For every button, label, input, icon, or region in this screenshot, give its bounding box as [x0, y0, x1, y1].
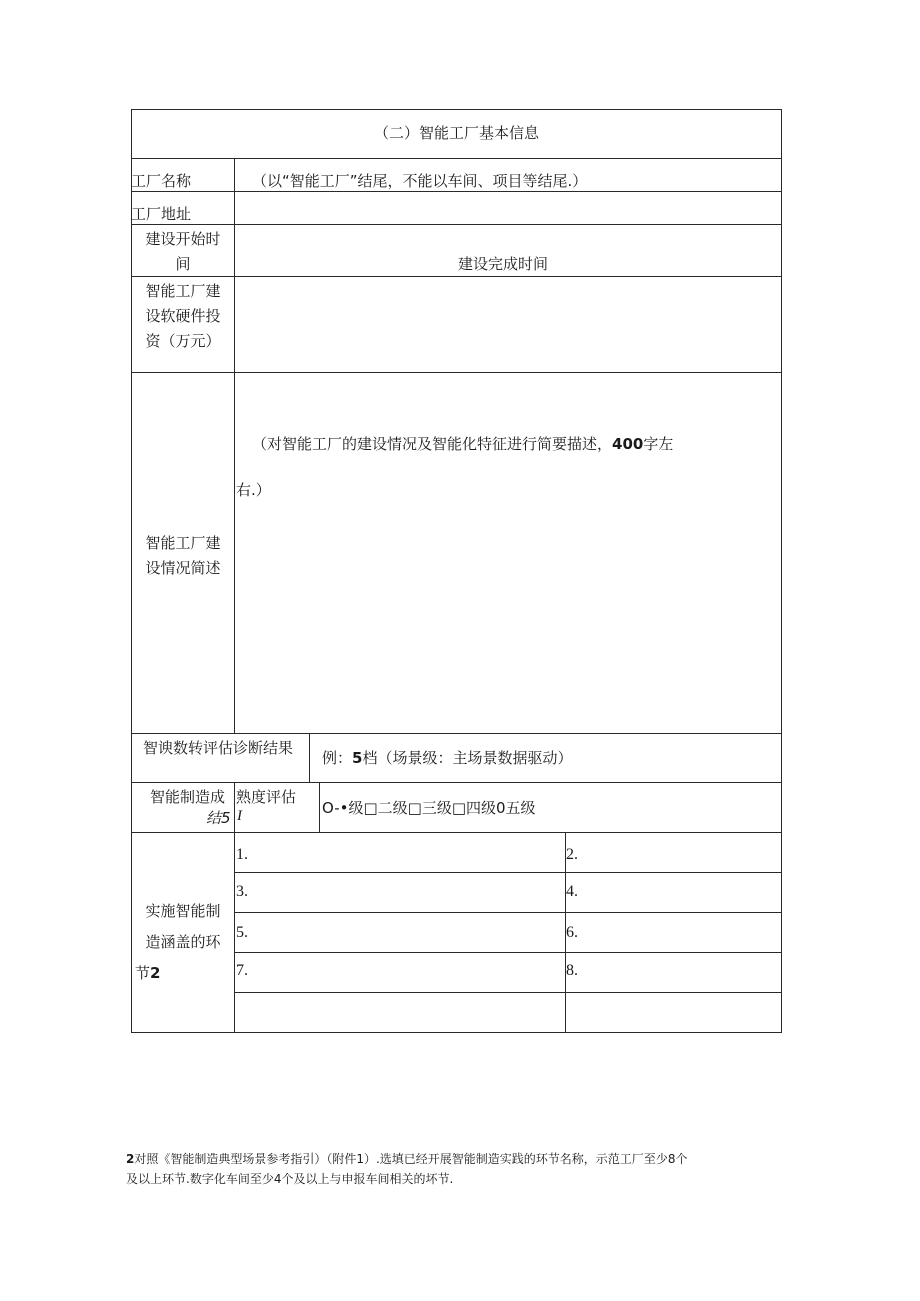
maturity-footnote-ref: 5 [221, 809, 231, 827]
maturity-label-line1: 智能制造成 [150, 788, 226, 806]
coverage-label-line1: 实施智能制 [145, 902, 221, 920]
description-hint-tail: 字左 [643, 435, 674, 453]
coverage-label [132, 896, 234, 989]
diagnosis-value[interactable] [322, 747, 572, 769]
footnote-line2: 及以上环节.数字化车间至少4个及以上与申报车间相关的坏节. [126, 1172, 454, 1186]
end-time-label: 建设完成时间 [458, 255, 549, 273]
table-bottom-border [131, 1032, 782, 1033]
start-time-label [132, 227, 234, 277]
maturity-divider [234, 782, 235, 833]
start-time-label-line2: 间 [175, 255, 191, 273]
coverage-item-6[interactable]: 6. [566, 924, 578, 941]
maturity-label-char: 结 [206, 809, 222, 827]
coverage-item-2[interactable]: 2. [566, 846, 578, 863]
table-right-border [781, 109, 782, 1033]
coverage-item-8[interactable]: 8. [566, 962, 578, 979]
diagnosis-label: 智谀数转评估诊断结果 [143, 739, 294, 757]
coverage-footnote-ref: 2 [150, 964, 161, 982]
row-divider [131, 733, 782, 734]
section-title: （二）智能工厂基本信息 [373, 124, 539, 142]
investment-label-line2: 设软硬件投 [145, 307, 221, 325]
coverage-item-3[interactable]: 3. [236, 883, 248, 900]
description-hint-line2: 右.） [236, 481, 271, 499]
diagnosis-detail: 档（场景级：主场景数据驱动） [362, 749, 573, 767]
footnote-line1 [126, 1148, 806, 1170]
footnote-number: 2 [126, 1152, 135, 1166]
description-hint-count: 400 [612, 435, 644, 453]
description-label-line2: 设情况简述 [145, 559, 221, 577]
coverage-divider [234, 872, 782, 873]
row-divider [131, 224, 782, 225]
coverage-item-5[interactable]: 5. [236, 924, 248, 941]
investment-label-line1: 智能工厂建 [145, 282, 221, 300]
factory-name-label: 工厂名称 [131, 172, 192, 190]
description-label-line1: 智能工厂建 [145, 534, 221, 552]
description-hint-text: （对智能工厂的建设情况及智能化特征进行简要描述， [252, 435, 613, 453]
coverage-label-line2: 造涵盖的环 [145, 933, 221, 951]
coverage-label-line3 [132, 958, 234, 989]
investment-label-line3: 资（万元） [145, 332, 221, 350]
row-divider [131, 782, 782, 783]
description-label [132, 531, 234, 581]
coverage-item-4[interactable]: 4. [566, 883, 578, 900]
coverage-label-divider [234, 832, 235, 1033]
maturity-divider [319, 782, 320, 833]
row-divider [131, 372, 782, 373]
footnote-text-1: 对照《智能制造典型场景参考指引）（附件1）.选填已经开展智能制造实践的环节名称，示范工厂至少8个 [134, 1152, 688, 1166]
diagnosis-level: 5 [352, 749, 363, 767]
row-divider [131, 832, 782, 833]
coverage-divider [234, 912, 782, 913]
coverage-divider [234, 992, 782, 993]
investment-field[interactable] [240, 282, 775, 367]
factory-name-field[interactable]: （以“智能工厂”结尾，不能以车间、项目等结尾.） [252, 172, 588, 190]
start-time-label-line1: 建设开始时 [145, 230, 221, 248]
maturity-label-line2 [206, 807, 231, 829]
row-divider [131, 158, 782, 159]
maturity-sub-mark: I [237, 808, 242, 824]
label-column-divider [234, 158, 235, 734]
maturity-sub-label: 熟度评估 [236, 788, 297, 806]
investment-label [132, 279, 234, 354]
coverage-item-1[interactable]: 1. [236, 846, 248, 863]
diagnosis-prefix: 例： [322, 749, 353, 767]
maturity-options[interactable]: O-•级□二级□三级□四级0五级 [322, 799, 536, 817]
diagnosis-divider [309, 733, 310, 783]
factory-address-field[interactable] [240, 195, 775, 221]
description-hint-line1[interactable] [252, 433, 673, 455]
coverage-label-char: 节 [135, 964, 151, 982]
factory-address-label: 工厂地址 [131, 205, 192, 223]
table-top-border [131, 109, 782, 110]
coverage-divider [234, 952, 782, 953]
coverage-item-7[interactable]: 7. [236, 962, 248, 979]
